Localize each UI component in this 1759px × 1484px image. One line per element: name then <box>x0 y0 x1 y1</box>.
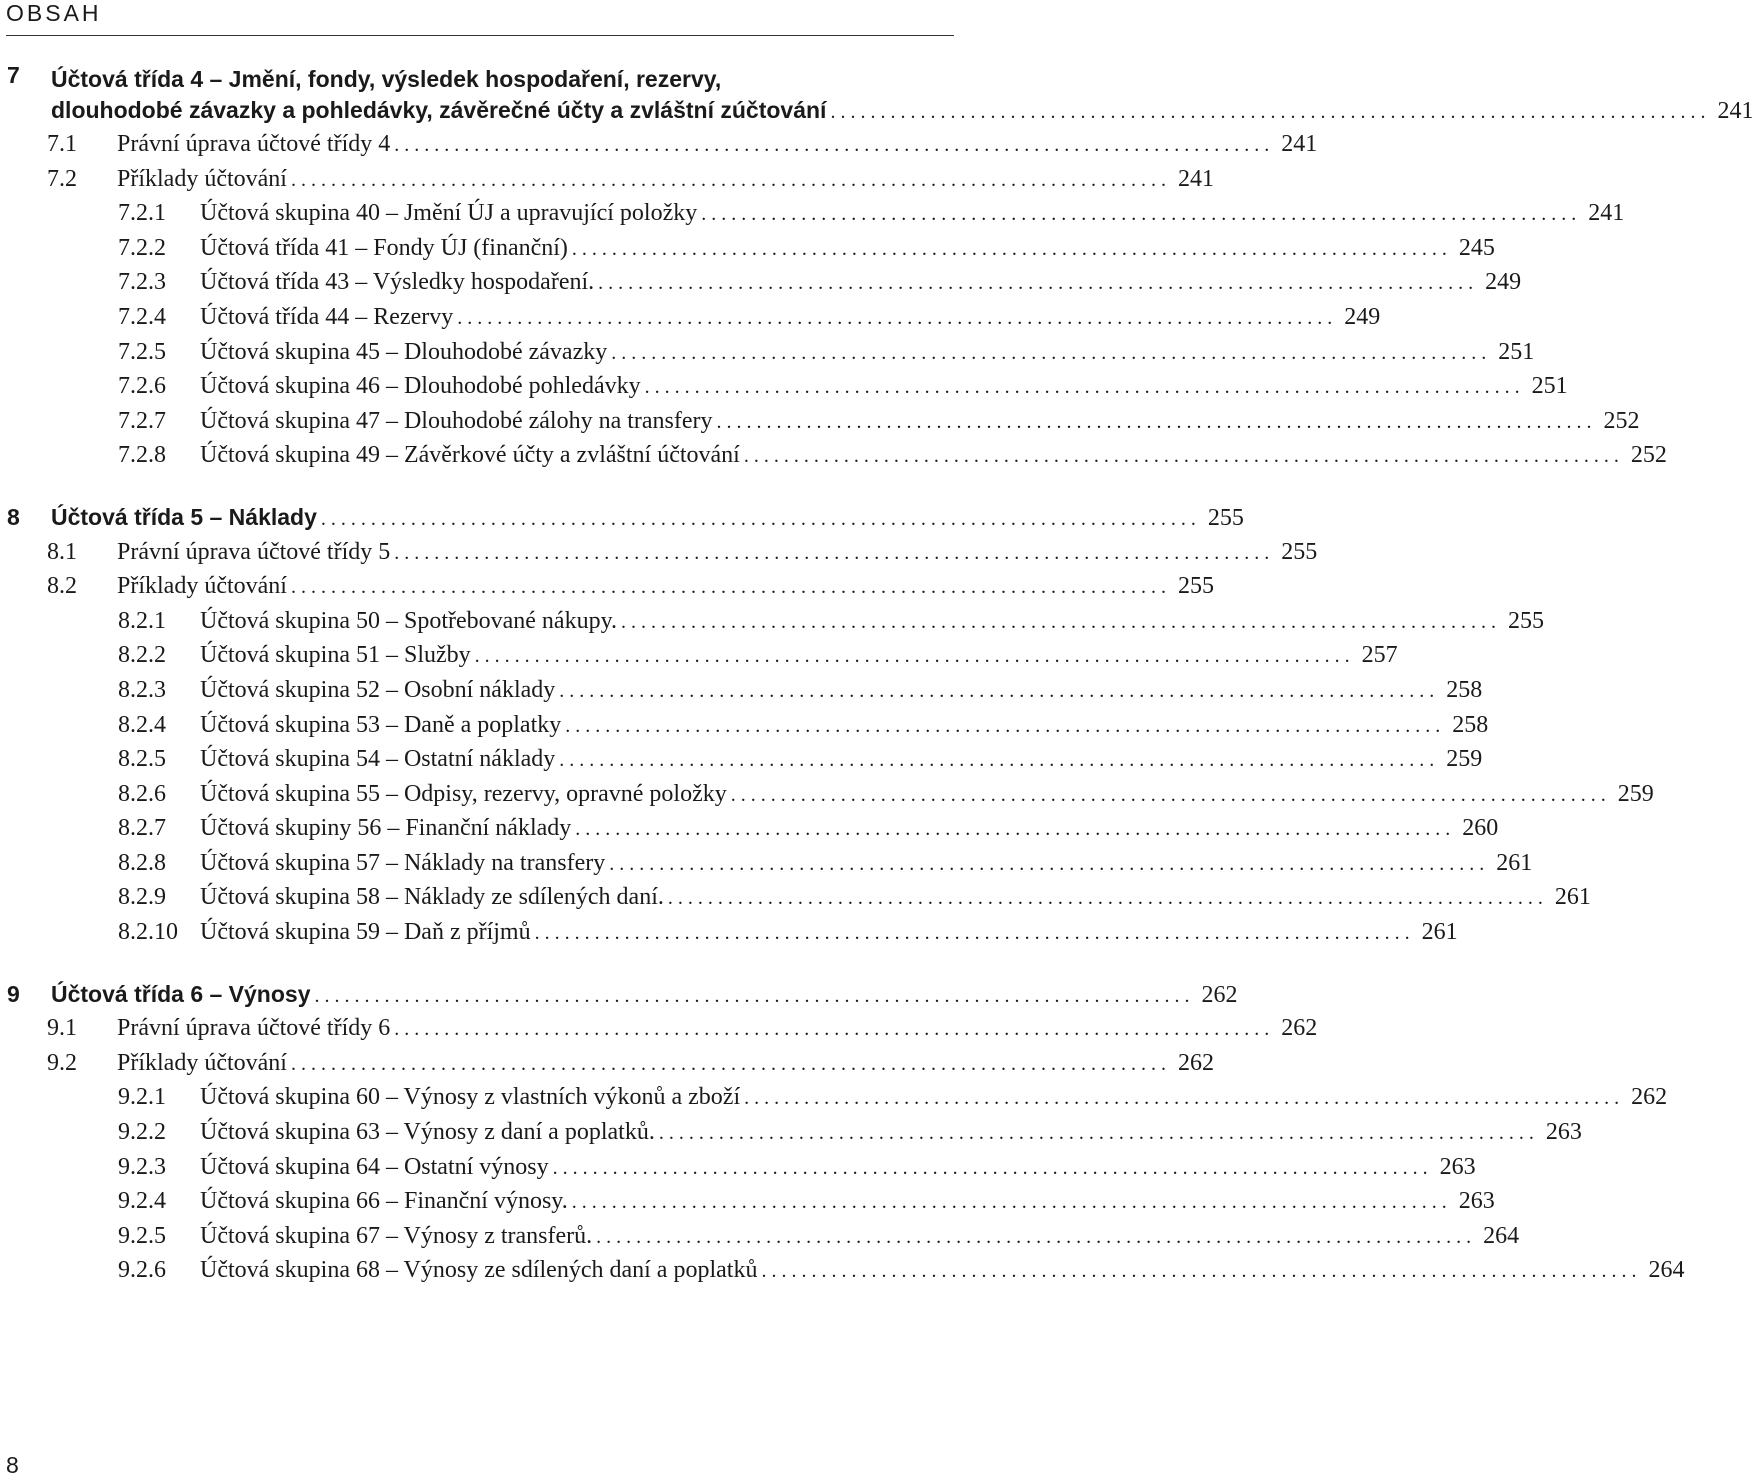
toc-title-continued: dlouhodobé závazky a pohledávky, závěrečné účty a zvláštní zúčtování <box>51 96 827 123</box>
toc-title: Účtová skupina 60 – Výnosy z vlastních výkonů a zboží <box>200 1084 741 1111</box>
toc-number: 7.2.7 <box>118 407 166 434</box>
toc-entry[interactable] <box>0 642 1398 677</box>
toc-entry[interactable] <box>0 780 1654 816</box>
toc-entry[interactable] <box>0 303 1381 339</box>
toc-entry[interactable] <box>0 1153 1476 1189</box>
toc-page-number: 241 <box>1588 200 1625 227</box>
toc-entry[interactable] <box>0 269 1522 304</box>
toc-number: 8.2.7 <box>118 815 166 842</box>
toc-leader-dots <box>394 134 1269 157</box>
toc-leader-dots <box>457 307 1332 330</box>
toc-title: Právní úprava účtové třídy 5 <box>117 538 391 565</box>
toc-page-number: 245 <box>1458 234 1495 261</box>
toc-chapter-heading[interactable] <box>0 62 1754 131</box>
toc-page-number: 255 <box>1508 607 1545 634</box>
page-header-title: OBSAH <box>6 0 102 26</box>
toc-title: Účtová skupina 66 – Finanční výnosy. <box>200 1188 568 1215</box>
toc-entry[interactable] <box>0 1084 1668 1119</box>
chapter-9 <box>0 980 1685 1292</box>
toc-title: Účtová skupina 63 – Výnosy z daní a poplatků. <box>200 1119 655 1146</box>
toc-entry[interactable] <box>0 815 1499 850</box>
toc-entry[interactable] <box>0 1222 1520 1258</box>
toc-title: Účtová skupina 54 – Ostatní náklady <box>200 746 556 773</box>
toc-page-number: 241 <box>1281 131 1318 157</box>
toc-leader-dots <box>565 715 1440 738</box>
toc-number: 7 <box>7 62 20 88</box>
toc-leader-dots <box>645 376 1520 399</box>
toc-number: 9.1 <box>47 1015 77 1042</box>
toc-page-number: 251 <box>1531 373 1568 400</box>
toc-entry[interactable] <box>0 746 1483 781</box>
toc-entry[interactable] <box>0 849 1533 885</box>
toc-leader-dots <box>744 1087 1619 1110</box>
toc-title: Účtová skupina 46 – Dlouhodobé pohledávky <box>200 373 641 400</box>
toc-page-number: 262 <box>1281 1015 1318 1042</box>
toc-title: Účtová třída 43 – Výsledky hospodaření. <box>200 269 595 296</box>
toc-title: Účtová skupina 55 – Odpisy, rezervy, opravné položky <box>200 780 727 807</box>
toc-number: 7.2.5 <box>118 338 166 365</box>
toc-page-number: 264 <box>1648 1257 1685 1284</box>
toc-leader-dots <box>668 887 1543 910</box>
chapter-8 <box>0 503 1654 954</box>
toc-page-number: 262 <box>1631 1084 1668 1111</box>
toc-title: Účtová skupina 47 – Dlouhodobé zálohy na transfery <box>200 407 713 434</box>
toc-page-number: 258 <box>1452 711 1489 738</box>
toc-leader-dots <box>394 1018 1269 1041</box>
toc-page-number: 251 <box>1498 338 1535 365</box>
toc-title: Účtová třída 4 – Jmění, fondy, výsledek hospodaření, rezervy, <box>51 66 722 92</box>
toc-page-number: 255 <box>1177 573 1214 600</box>
toc-leader-dots <box>575 818 1450 841</box>
toc-title: Účtová třída 44 – Rezervy <box>200 303 454 330</box>
toc-title: Právní úprava účtové třídy 4 <box>117 131 391 157</box>
toc-title: Právní úprava účtové třídy 6 <box>117 1015 391 1042</box>
toc-leader-dots <box>701 203 1576 226</box>
toc-leader-dots <box>475 645 1350 668</box>
toc-leader-dots <box>572 1191 1447 1214</box>
toc-chapter-heading[interactable] <box>0 980 1238 1016</box>
toc-leader-dots <box>717 411 1592 434</box>
toc-number: 7.2.8 <box>118 442 166 469</box>
toc-page-number: 259 <box>1446 746 1483 773</box>
toc-page-number: 263 <box>1458 1188 1495 1215</box>
toc-number: 8.2.4 <box>118 711 166 738</box>
toc-page-number: 255 <box>1207 504 1244 531</box>
toc-page-number: 257 <box>1361 642 1398 669</box>
toc-page-number: 249 <box>1344 303 1381 330</box>
table-of-contents <box>0 62 1754 1319</box>
toc-leader-dots <box>744 445 1619 468</box>
toc-number: 8 <box>7 503 20 530</box>
toc-title: Účtová skupina 51 – Služby <box>200 642 471 669</box>
toc-title: Účtová třída 6 – Výnosy <box>51 980 311 1007</box>
toc-page-number: 255 <box>1281 538 1318 565</box>
toc-entry[interactable] <box>0 373 1568 408</box>
toc-number: 8.2.3 <box>118 676 166 703</box>
toc-entry[interactable] <box>0 407 1640 443</box>
toc-title: Účtová skupina 57 – Náklady na transfery <box>200 849 606 876</box>
toc-leader-dots <box>559 680 1434 703</box>
toc-entry[interactable] <box>0 1119 1582 1154</box>
toc-page-number: 262 <box>1201 981 1238 1008</box>
toc-leader-dots <box>598 272 1473 295</box>
toc-entry[interactable] <box>0 1188 1495 1223</box>
toc-entry[interactable] <box>0 1049 1214 1085</box>
page-footer-number: 8 <box>6 1452 19 1478</box>
toc-number: 8.2 <box>47 573 77 600</box>
toc-title: Účtová skupina 59 – Daň z příjmů <box>200 919 531 946</box>
toc-leader-dots <box>621 611 1496 634</box>
toc-entry[interactable] <box>0 338 1535 374</box>
toc-leader-dots <box>609 853 1484 876</box>
toc-entry[interactable] <box>0 234 1495 270</box>
toc-leader-dots <box>291 576 1166 599</box>
toc-entry[interactable] <box>0 165 1214 201</box>
toc-entry[interactable] <box>0 442 1667 477</box>
toc-title: Účtová skupina 67 – Výnosy z transferů. <box>200 1222 593 1249</box>
toc-page-number: 263 <box>1545 1119 1582 1146</box>
toc-page-number: 259 <box>1617 780 1654 807</box>
toc-title: Účtová skupina 68 – Výnosy ze sdílených daní a poplatků <box>200 1257 758 1284</box>
toc-leader-dots <box>596 1226 1471 1249</box>
toc-title: Účtová třída 41 – Fondy ÚJ (finanční) <box>200 234 568 261</box>
toc-leader-dots <box>291 169 1166 192</box>
toc-leader-dots <box>611 342 1486 365</box>
toc-leader-dots <box>731 784 1606 807</box>
toc-title: Účtová skupiny 56 – Finanční náklady <box>200 815 572 842</box>
toc-number: 7.1 <box>47 131 77 157</box>
header-rule <box>6 35 954 36</box>
toc-number: 8.1 <box>47 538 77 565</box>
toc-page-number: 241 <box>1717 97 1754 124</box>
toc-number: 9.2.1 <box>118 1084 166 1111</box>
toc-number: 9.2 <box>47 1049 77 1076</box>
toc-title: Účtová skupina 50 – Spotřebované nákupy. <box>200 607 618 634</box>
toc-title: Účtová skupina 58 – Náklady ze sdílených daní. <box>200 884 664 911</box>
toc-number: 8.2.2 <box>118 642 166 669</box>
toc-entry[interactable] <box>0 884 1591 919</box>
toc-title: Příklady účtování <box>117 573 287 600</box>
toc-number: 9.2.2 <box>118 1119 166 1146</box>
toc-number: 9.2.3 <box>118 1153 166 1180</box>
toc-title: Příklady účtování <box>117 165 287 192</box>
toc-title: Účtová skupina 40 – Jmění ÚJ a upravující položky <box>200 200 698 227</box>
toc-page-number: 241 <box>1177 165 1214 192</box>
toc-page-number: 263 <box>1439 1153 1476 1180</box>
toc-page-number: 261 <box>1421 919 1458 946</box>
toc-number: 7.2.6 <box>118 373 166 400</box>
toc-entry[interactable] <box>0 711 1489 747</box>
toc-page-number: 262 <box>1177 1049 1214 1076</box>
chapter-7 <box>0 62 1754 477</box>
toc-leader-dots <box>315 985 1190 1008</box>
toc-leader-dots <box>394 542 1269 565</box>
toc-leader-dots <box>535 922 1410 945</box>
toc-number: 8.2.10 <box>118 919 178 946</box>
toc-title: Účtová skupina 49 – Závěrkové účty a zvláštní účtování <box>200 442 740 469</box>
toc-number: 8.2.6 <box>118 780 166 807</box>
toc-leader-dots <box>553 1157 1428 1180</box>
toc-leader-dots <box>291 1053 1166 1076</box>
toc-page-number: 249 <box>1485 269 1522 296</box>
toc-title: Účtová třída 5 – Náklady <box>51 503 317 530</box>
toc-page-number: 264 <box>1483 1222 1520 1249</box>
toc-title: Účtová skupina 45 – Dlouhodobé závazky <box>200 338 608 365</box>
toc-page-number: 261 <box>1496 849 1533 876</box>
toc-page-number: 258 <box>1446 676 1483 703</box>
toc-leader-dots <box>572 238 1447 261</box>
toc-number: 9 <box>7 980 20 1007</box>
toc-entry[interactable] <box>0 607 1545 643</box>
toc-page-number: 252 <box>1603 407 1640 434</box>
toc-number: 8.2.8 <box>118 849 166 876</box>
toc-number: 8.2.1 <box>118 607 166 634</box>
toc-entry[interactable] <box>0 1257 1685 1292</box>
toc-leader-dots <box>830 101 1705 124</box>
toc-title: Příklady účtování <box>117 1049 287 1076</box>
toc-number: 9.2.6 <box>118 1257 166 1284</box>
toc-number: 7.2.1 <box>118 200 166 227</box>
toc-page-number: 261 <box>1554 884 1591 911</box>
toc-number: 9.2.4 <box>118 1188 166 1215</box>
toc-number: 7.2 <box>47 165 77 192</box>
toc-entry[interactable] <box>0 1015 1318 1050</box>
toc-page-number: 260 <box>1462 815 1499 842</box>
toc-number: 7.2.3 <box>118 269 166 296</box>
toc-entry[interactable] <box>0 131 1318 166</box>
toc-number: 7.2.4 <box>118 303 166 330</box>
toc-leader-dots <box>321 508 1196 531</box>
toc-entry[interactable] <box>0 573 1214 608</box>
toc-number: 8.2.5 <box>118 746 166 773</box>
toc-entry[interactable] <box>0 676 1483 712</box>
toc-number: 9.2.5 <box>118 1222 166 1249</box>
toc-number: 7.2.2 <box>118 234 166 261</box>
toc-title: Účtová skupina 64 – Ostatní výnosy <box>200 1153 549 1180</box>
toc-leader-dots <box>659 1122 1534 1145</box>
toc-entry[interactable] <box>0 919 1458 954</box>
toc-leader-dots <box>761 1260 1636 1283</box>
toc-leader-dots <box>559 749 1434 772</box>
toc-number: 8.2.9 <box>118 884 166 911</box>
toc-chapter-heading[interactable] <box>0 503 1244 539</box>
toc-page-number: 252 <box>1630 442 1667 469</box>
toc-entry[interactable] <box>0 200 1625 235</box>
toc-entry[interactable] <box>0 538 1318 574</box>
toc-title: Účtová skupina 53 – Daně a poplatky <box>200 711 562 738</box>
toc-title: Účtová skupina 52 – Osobní náklady <box>200 676 556 703</box>
